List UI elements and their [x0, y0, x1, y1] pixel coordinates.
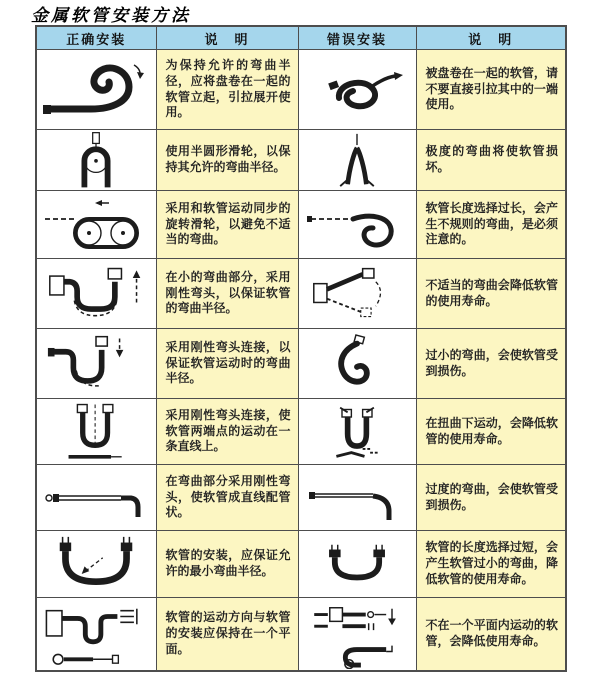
header-row — [36, 26, 566, 50]
correct-description: 采用和软管运动同步的旋转滑轮，以避免不适当的弯曲。 — [156, 191, 298, 259]
correct-description: 采用刚性弯头连接，以保证软管运动时的弯曲半径。 — [156, 329, 298, 399]
rigid-elbow-small-bend-icon — [41, 261, 151, 327]
header-correct-install: 正确安装 — [36, 26, 156, 50]
synchronized-rotating-pulleys-figure — [36, 191, 156, 259]
out-of-plane-motion-icon — [305, 599, 409, 669]
rigid-elbow-connection-u-figure — [36, 329, 156, 399]
overlong-hose-loop-icon — [305, 195, 409, 255]
coil-pulled-from-one-end-figure — [298, 50, 416, 130]
overlong-hose-loop-figure — [298, 191, 416, 259]
table-row — [36, 465, 566, 531]
too-short-hose-u-figure — [298, 531, 416, 598]
extreme-bend-hanging-icon — [305, 132, 409, 188]
straight-piping-with-elbow-figure — [36, 465, 156, 531]
table-row — [36, 531, 566, 598]
table-row — [36, 130, 566, 191]
rigid-elbow-connection-u-icon — [41, 331, 151, 397]
wrong-description: 在扭曲下运动，会降低软管的使用寿命。 — [416, 399, 566, 465]
correct-description: 采用刚性弯头连接，使软管两端点的运动在一条直线上。 — [156, 399, 298, 465]
wrong-description: 极度的弯曲将使软管损坏。 — [416, 130, 566, 191]
straight-piping-with-elbow-icon — [41, 470, 151, 526]
correct-description: 软管的运动方向与软管的安装应保持在一个平面。 — [156, 598, 298, 671]
coil-pulled-from-one-end-icon — [305, 60, 409, 120]
wrong-description: 过小的弯曲，会使软管受到损伤。 — [416, 329, 566, 399]
minimum-bend-radius-u-figure — [36, 531, 156, 598]
overbent-l-hose-figure — [298, 465, 416, 531]
wrong-description: 软管的长度选择过短，会产生软管过小的弯曲，降低软管的使用寿命。 — [416, 531, 566, 598]
inline-endpoints-u-figure — [36, 399, 156, 465]
minimum-bend-radius-u-icon — [41, 533, 151, 596]
uncoiled-standing-hose-icon — [41, 55, 151, 125]
inline-endpoints-u-icon — [41, 401, 151, 463]
wrong-description: 过度的弯曲，会使软管受到损伤。 — [416, 465, 566, 531]
correct-description: 软管的安装，应保证允许的最小弯曲半径。 — [156, 531, 298, 598]
table-row — [36, 598, 566, 671]
out-of-plane-motion-figure — [298, 598, 416, 671]
correct-description: 在弯曲部分采用刚性弯头，使软管成直线配管状。 — [156, 465, 298, 531]
semicircular-pulley-icon — [44, 131, 148, 189]
table-row — [36, 399, 566, 465]
wrong-description: 软管长度选择过长，会产生不规则的弯曲，是必须注意的。 — [416, 191, 566, 259]
wrong-description: 不适当的弯曲会降低软管的使用寿命。 — [416, 259, 566, 329]
same-plane-motion-figure — [36, 598, 156, 671]
table-row — [36, 259, 566, 329]
twisted-motion-u-icon — [305, 402, 409, 462]
header-wrong-install: 错误安装 — [298, 26, 416, 50]
extreme-bend-hanging-figure — [298, 130, 416, 191]
wrong-description: 不在一个平面内运动的软管，会降低使用寿命。 — [416, 598, 566, 671]
rigid-elbow-small-bend-figure — [36, 259, 156, 329]
twisted-motion-u-figure — [298, 399, 416, 465]
too-small-bend-hook-icon — [305, 332, 409, 396]
table-row — [36, 329, 566, 399]
improper-bend-fittings-figure — [298, 259, 416, 329]
synchronized-rotating-pulleys-icon — [41, 195, 151, 255]
table-row — [36, 50, 566, 130]
uncoiled-standing-hose-figure — [36, 50, 156, 130]
wrong-description: 被盘卷在一起的软管，请不要直接引拉其中的一端使用。 — [416, 50, 566, 130]
same-plane-motion-icon — [41, 599, 151, 669]
header-wrong-description: 说 明 — [416, 26, 566, 50]
overbent-l-hose-icon — [305, 470, 409, 526]
page-title: 金属软管安装方法 — [31, 6, 191, 26]
correct-description: 使用半圆形滑轮，以保持其允许的弯曲半径。 — [156, 130, 298, 191]
improper-bend-fittings-icon — [305, 263, 409, 325]
header-correct-description: 说 明 — [156, 26, 298, 50]
too-small-bend-hook-figure — [298, 329, 416, 399]
semicircular-pulley-figure — [36, 130, 156, 191]
correct-description: 为保持允许的弯曲半径，应将盘卷在一起的软管立起，引拉展开使用。 — [156, 50, 298, 130]
table-row — [36, 191, 566, 259]
too-short-hose-u-icon — [305, 537, 409, 591]
installation-methods-table — [35, 25, 567, 672]
correct-description: 在小的弯曲部分，采用刚性弯头，以保证软管的弯曲半径。 — [156, 259, 298, 329]
